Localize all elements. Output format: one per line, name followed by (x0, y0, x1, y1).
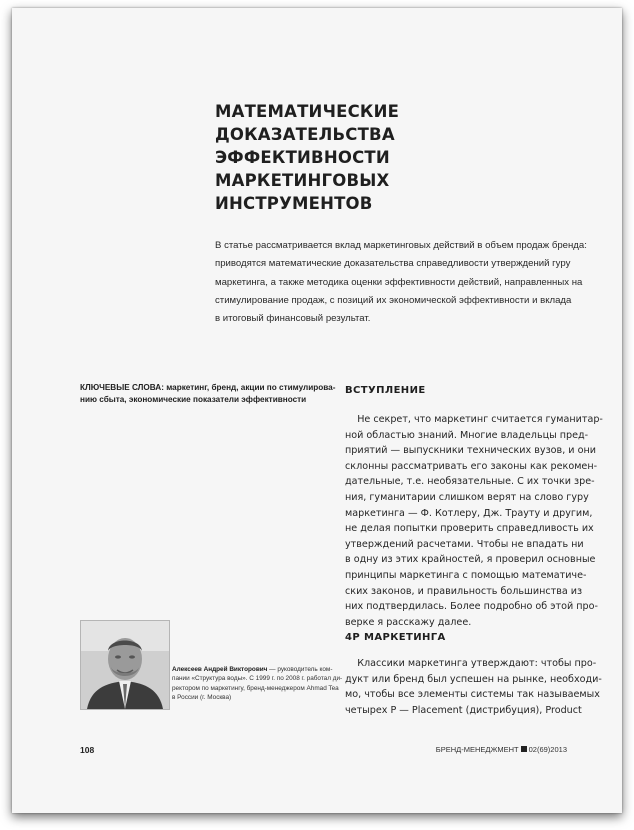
body-line: не делая попытки проверить справедливость их (345, 523, 594, 535)
page-number: 108 (80, 745, 95, 755)
abstract-line: маркетинга, а также методика оценки эффективности действий, направленных на (215, 276, 583, 288)
body-line: утверждений расчетами. Чтобы не впадать ни (345, 538, 584, 550)
author-name: Алексеев Андрей Викторович (172, 666, 268, 673)
author-bio (172, 665, 343, 703)
body-line: четырех P — Placement (дистрибуция), Product (345, 704, 582, 716)
body-line: них подтвердилась. Более подробно об этой про- (345, 601, 598, 613)
body-line: Классики маркетинга утверждают: чтобы про- (345, 658, 597, 669)
abstract-line: стимулирование продаж, с позиций их экономической эффективности и вклада (215, 294, 572, 306)
title-line: МАТЕМАТИЧЕСКИЕ ДОКАЗАТЕЛЬСТВА (215, 102, 400, 144)
body-line: ских законов, и правильность большинства из (345, 585, 583, 597)
body-line: в одну из этих крайностей, я проверил основные (345, 554, 596, 566)
body-line: верке я расскажу далее. (345, 616, 472, 628)
section-heading-4p: 4P МАРКЕТИНГА (345, 632, 446, 643)
body-line: принципы маркетинга с помощью математиче- (345, 569, 587, 581)
title-line: ЭФФЕКТИВНОСТИ МАРКЕТИНГОВЫХ (215, 148, 390, 190)
article-title (215, 100, 555, 215)
author-bio-line: в России (г. Москва) (172, 694, 232, 702)
body-line: дательные, т.е. необязательные. С их точки зре- (345, 476, 595, 488)
title-line: ИНСТРУМЕНТОВ (215, 194, 373, 213)
body-line: дукт или бренд был успешен на рынке, необходи- (345, 673, 602, 685)
section-heading-intro: ВСТУПЛЕНИЕ (345, 385, 426, 396)
abstract-line: в итоговый финансовый результат. (215, 313, 371, 325)
section-body-4p (345, 656, 602, 718)
body-line: склонны рассматривать его законы как рекомен- (345, 460, 598, 472)
abstract-line: В статье рассматривается вклад маркетинговых действий в объем продаж бренда: (215, 240, 587, 251)
journal-footer (436, 745, 567, 754)
keywords-line: КЛЮЧЕВЫЕ СЛОВА: маркетинг, бренд, акции по стимулирова- (80, 383, 336, 392)
body-line: маркетинга — Ф. Котлеру, Дж. Трауту и другим, (345, 507, 593, 519)
abstract-line: приводятся математические доказательства справедливости утверждений гуру (215, 258, 571, 270)
author-photo (80, 620, 170, 710)
square-icon (521, 746, 527, 752)
author-bio-line: — руководитель ком- (267, 666, 333, 673)
journal-issue: 02(69)2013 (528, 745, 567, 754)
body-line: ния, гуманитарии слишком верят на слово гуру (345, 491, 589, 503)
author-bio-line: ректором по маркетингу, бренд-менеджером Ahmad Tea (172, 684, 339, 692)
keywords (80, 382, 342, 406)
body-line: мо, чтобы все элементы системы так называемых (345, 689, 600, 701)
journal-name: БРЕНД-МЕНЕДЖМЕНТ (435, 745, 519, 754)
keywords-line: нию сбыта, экономические показатели эффективности (80, 395, 307, 404)
body-line: приятий — выпускники технических вузов, и они (345, 445, 596, 457)
magazine-page (12, 8, 622, 813)
body-line: ной областью знаний. Многие владельцы пред- (345, 429, 589, 441)
body-line: Не секрет, что маркетинг считается гуманитар- (345, 414, 603, 425)
section-body-intro (345, 412, 603, 630)
author-bio-line: пании «Структура воды». С 1999 г. по 2008 г. работал ди- (172, 675, 343, 683)
article-abstract (215, 237, 593, 328)
